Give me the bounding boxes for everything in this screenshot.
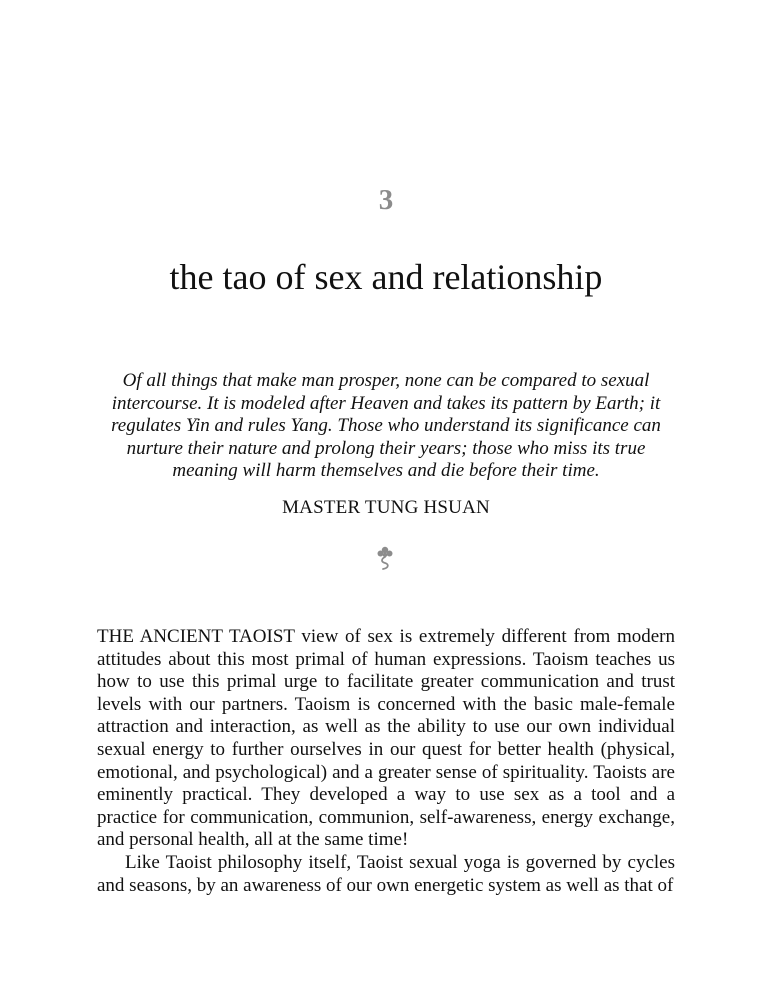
body-paragraph: Like Taoist philosophy itself, Taoist sexual yoga is governed by cycles and seasons, by an awareness of our own energetic system as well as that of [97,851,675,896]
epigraph-attribution: MASTER TUNG HSUAN [282,497,490,518]
body-text [97,626,675,897]
chapter-number: 3 [378,184,394,216]
fleuron-icon [372,544,398,572]
body-paragraph: THE ANCIENT TAOIST view of sex is extremely different from modern attitudes about this most primal of human expressions. Taoism teaches us how to use this primal urge to facilitate greater communication and trust levels with our partners. Taoism is concerned with the basic male-female attraction and interaction, as well as the ability to use our own individual sexual energy to further ourselves in our quest for better health (physical, emotional, and psychological) and a greater sense of spirituality. Taoists are eminently practical. They developed a way to use sex as a tool and a practice for communication, communion, self-awareness, energy exchange, and personal health, all at the same time! [97,626,675,851]
epigraph-quote: Of all things that make man prosper, none can be compared to sexual intercourse. It is modeled after Heaven and takes its pattern by Earth; it regulates Yin and rules Yang. Those who understand its significance can nurture their nature and prolong their years; those who miss its true meaning will harm themselves and die before their time. [111,370,661,482]
chapter-title: the tao of sex and relationship [169,257,603,297]
